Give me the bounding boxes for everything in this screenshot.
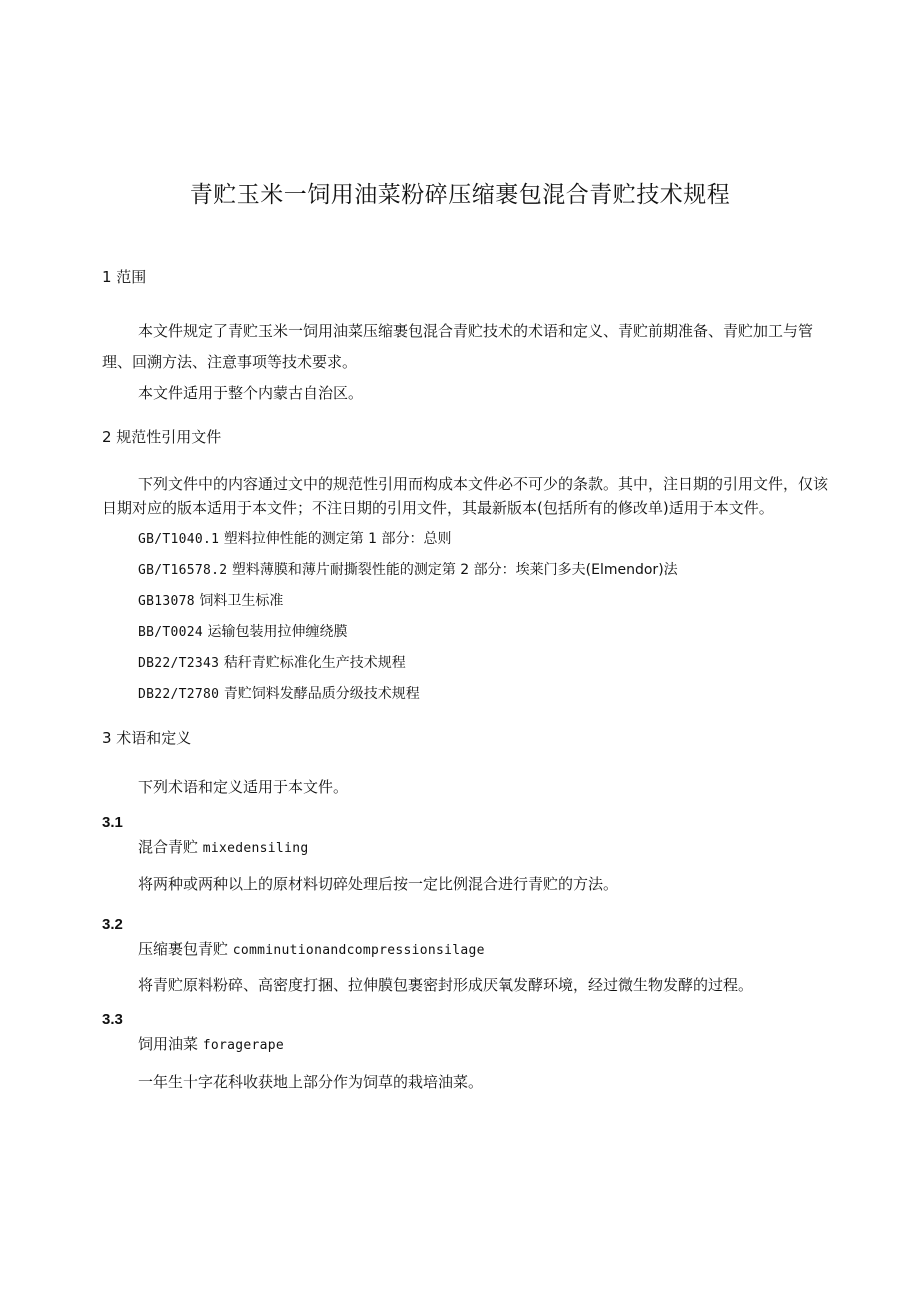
term-definition: 一年生十字花科收获地上部分作为饲草的栽培油菜。	[138, 1073, 484, 1091]
term-name-en: foragerape	[202, 1038, 285, 1053]
reference-code: GB/T16578.2	[138, 563, 228, 578]
term-name	[138, 836, 308, 857]
term-definition: 将青贮原料粉碎、高密度打捆、拉伸膜包裹密封形成厌氧发酵环境，经过微生物发酵的过程。	[138, 976, 754, 994]
section-2-para-line-1: 下列文件中的内容通过文中的规范性引用而构成本文件必不可少的条款。其中，注日期的引用文件，仅该	[138, 475, 829, 493]
term-name-zh: 压缩裹包青贮	[138, 940, 229, 958]
term-number: 3.1	[102, 814, 123, 831]
term-number: 3.3	[102, 1011, 123, 1028]
term-name-en: mixedensiling	[202, 841, 309, 856]
reference-item	[138, 528, 452, 548]
section-1-para-2: 本文件适用于整个内蒙古自治区。	[138, 384, 364, 402]
term-definition: 将两种或两种以上的原材料切碎处理后按一定比例混合进行青贮的方法。	[138, 875, 619, 893]
section-1-para-1-line-1: 本文件规定了青贮玉米一饲用油菜压缩裹包混合青贮技术的术语和定义、青贮前期准备、青贮加工与管	[138, 322, 814, 340]
reference-code: DB22/T2343	[138, 656, 220, 671]
section-1-para-1-line-2: 理、回溯方法、注意事项等技术要求。	[102, 353, 358, 371]
reference-item	[138, 590, 283, 610]
document-title: 青贮玉米一饲用油菜粉碎压缩裹包混合青贮技术规程	[189, 182, 731, 208]
section-2-para-line-2: 日期对应的版本适用于本文件；不注日期的引用文件，其最新版本(包括所有的修改单)适用于本文件。	[102, 499, 774, 517]
section-3-heading: 3 术语和定义	[102, 729, 192, 747]
reference-title: 青贮饲料发酵品质分级技术规程	[219, 686, 420, 702]
section-2-heading: 2 规范性引用文件	[102, 428, 222, 446]
reference-code: GB/T1040.1	[138, 532, 220, 547]
term-name	[138, 1033, 284, 1054]
reference-title: 运输包装用拉伸缠绕膜	[203, 624, 348, 640]
reference-code: BB/T0024	[138, 625, 204, 640]
reference-code: GB13078	[138, 594, 195, 609]
reference-title: 塑料薄膜和薄片耐撕裂性能的测定第 2 部分：埃莱门多夫(Elmendor)法	[227, 562, 678, 578]
reference-code: DB22/T2780	[138, 687, 220, 702]
term-name-zh: 混合青贮	[138, 838, 199, 856]
reference-item	[138, 652, 406, 672]
reference-item	[138, 683, 420, 703]
term-name-en: comminutionandcompressionsilage	[232, 943, 485, 958]
reference-item	[138, 559, 678, 579]
section-1-heading: 1 范围	[102, 268, 147, 286]
reference-title: 秸秆青贮标准化生产技术规程	[219, 655, 406, 671]
reference-title: 饲料卫生标准	[194, 593, 284, 609]
reference-title: 塑料拉伸性能的测定第 1 部分：总则	[219, 531, 452, 547]
term-number: 3.2	[102, 916, 123, 933]
reference-item	[138, 621, 347, 641]
term-name-zh: 饲用油菜	[138, 1035, 199, 1053]
term-name	[138, 938, 485, 959]
section-3-intro: 下列术语和定义适用于本文件。	[138, 778, 349, 796]
